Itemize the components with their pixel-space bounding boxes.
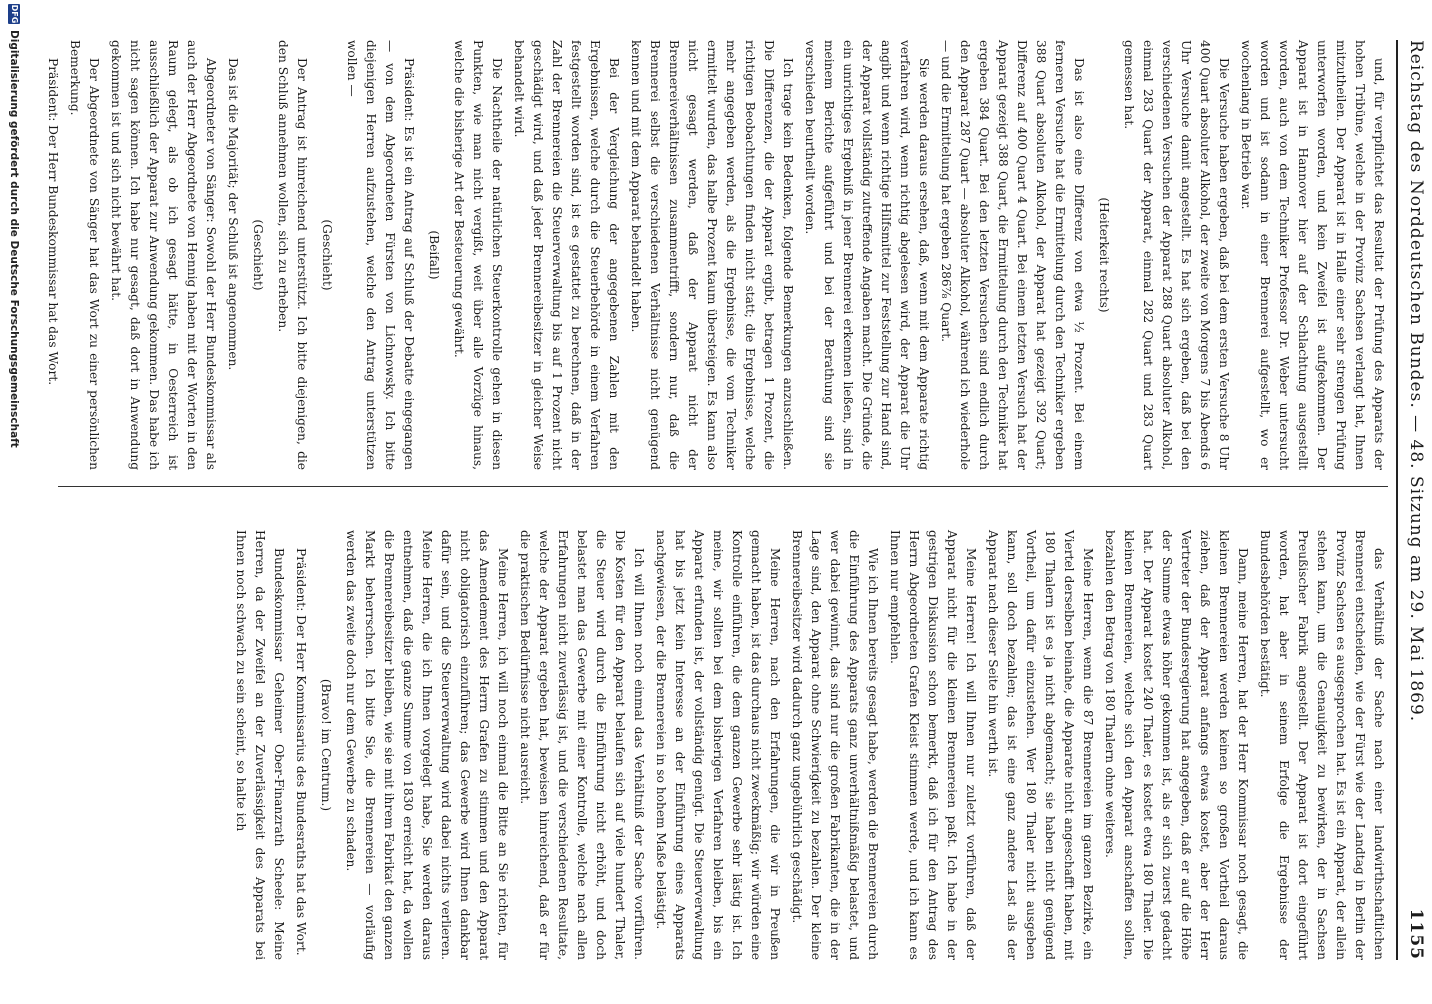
paragraph: (Geschieht) — [320, 219, 334, 291]
paragraph: Ich will Ihnen noch einmal das Verhältniß der Sache vorführen. Die Kosten für den Apparat belaufen sich auf viele hundert Thaler, die Steuer wird durch die Einführung nicht erhöht, und doch belastet man das Gewerbe mit einer Kontrolle, welche nach allen Erfahrungen nicht zuverlässig ist, und die verschiedenen Resultate, welche der Apparat ergeben hat, beweisen hinreichend, daß er für die praktischen Bedürfnisse nicht ausreicht. — [518, 530, 646, 960]
paragraph: Wie ich Ihnen bereits gesagt habe, werden die Brennereien durch die Einführung des Apparats ganz unverhältnißmäßig belastet, und wer dabei gewinnt, das sind nur die großen Fabrikanten, die in der Lage sind, den Apparat ohne Schwierigkeit zu bezahlen. Der kleine Brennereibesitzer wird dadurch ganz ungebührlich geschädigt. — [790, 530, 880, 960]
right-column — [58, 530, 1388, 960]
paragraph: (Geschieht) — [251, 219, 265, 291]
page-number: 1155 — [1406, 908, 1426, 960]
paragraph: Bei der Vergleichung der angegebenen Zahlen mit den Ergebnissen, welche durch die Steuerbehörde in einem Verfahren festgestellt worden sind, ist es gestattet zu berechnen, daß in der Zahl der Brennereien die Steuerverwaltung bis auf 1 Prozent nicht geschädigt wird, und daß jeder Brennereibesitzer in gleicher Weise behandelt wird. — [512, 40, 621, 470]
header-rule — [1396, 40, 1398, 960]
paragraph: Das ist also eine Differenz von etwa ½ Prozent. Bei einem ferneren Versuche hat die Ermittelung durch den Techniker ergeben 388 Quart absoluten Alkohol, der Apparat hat gezeigt 392 Quart; Differenz auf 400 Quart 4 Quart. Bei einem letzten Versuch hat der Apparat gezeigt 388 Quart, die Ermittelung durch den Techniker hat ergeben 384 Quart. Bei den letzten Versuchen sind endlich durch den Apparat 287 Quart — absoluter Alkohol, während ich wiederhole — und die Ermittelung hat ergeben 286⅞ Quart. — [939, 40, 1086, 470]
paragraph: und, für verpflichtet das Resultat der Prüfung des Apparats der hohen Tribüne, welche in der Provinz Sachsen verlangt hat, Ihnen mitzutheilen. Der Apparat ist in Halle einer sehr strengen Prüfung unterworfen worden, und kein Zweifel ist aufgekommen. Der Apparat ist in Hannover hier auf der Schlachtung ausgestellt worden, auch von dem Techniker Professor Dr. Weber untersucht worden und ist sodann in einer Brennerei aufgestellt, wo er wochenlang in Betrieb war. — [1239, 40, 1386, 470]
paragraph: Meine Herren, nach den Erfahrungen, die wir in Preußen gemacht haben, ist das durchaus nicht zweckmäßig; wir würden eine Kontrolle einführen, die dem ganzen Gewerbe sehr lästig ist. Ich meine, wir sollten bei dem bisherigen Verfahren bleiben, bis ein Apparat erfunden ist, der vollständig genügt. Die Steuerverwaltung hat bis jetzt kein Interesse an der Einführung eines Apparats nachgewiesen, der die Brennereien in so hohem Maße belästigt. — [654, 530, 782, 960]
paragraph: das Verhältniß der Sache nach einer landwirthschaftlichen Brennerei entscheiden, wie der Fürst wie der Landtag in Berlin der Provinz Sachsen es ausgesprochen hat. Es ist ein Apparat, der allein stehen kann, um die Genauigkeit zu bewirken, der in Sachsen Preußischer Fabrik angestellt. Der Apparat ist dort eingeführt worden, hat aber in seinem Erfolge die Ergebnisse der Bundesbehörden bestätigt. — [1258, 530, 1386, 960]
paragraph: Sie werden daraus ersehen, daß, wenn mit dem Apparate richtig verfahren wird, wenn richtig abgelesen wird, der Apparat die Uhr angibt und wenn richtige Hilfsmittel zur Feststellung zur Hand sind, der Apparat vollständig zutreffende Angaben macht. Die Gründe, die ein unrichtiges Ergebniß in jener Brennerei erkennen ließen, sind in meinem Berichte aufgeführt und bei der Berathung sind sie verschieden beurtheilt worden. — [803, 40, 931, 470]
left-column — [46, 40, 1388, 470]
paragraph: (Beifall) — [427, 230, 441, 280]
paragraph: (Bravo! im Centrum.) — [319, 678, 333, 812]
paragraph: Präsident: Der Herr Bundeskommissar hat das Wort. — [46, 58, 60, 386]
paragraph: Der Abgeordnete von Sänger hat das Wort zu einer persönlichen Bemerkung. — [68, 40, 101, 470]
paragraph: Die Nachtheile der natürlichen Steuerkontrolle gehen in diesen Punkten, wie man nicht vergißt, weit über alle Vorzüge hinaus, welche die bisherige Art der Besteuerung gewährt. — [452, 40, 504, 470]
paragraph: Präsident: Der Herr Kommissarius des Bundesraths hat das Wort. — [294, 548, 308, 956]
page-header — [1400, 40, 1426, 960]
paragraph: (Heiterkeit rechts) — [1097, 197, 1111, 313]
paragraph: Meine Herren, wenn die 87 Brennereien im ganzen Bezirke, ein Viertel derselben beinahe, die Apparate nicht angeschafft haben, mit 180 Thalern ist es ja nicht abgemacht; sie haben nicht genügend Vortheil, um dafür einzustehen. Wer 180 Thaler nicht ausgeben kann, soll doch bezahlen; das ist eine ganz andere Last als der Apparat nach dieser Seite hin werth ist. — [986, 530, 1095, 960]
credit-text: Digitalisierung gefördert durch die Deutsche Forschungsgemeinschaft — [8, 30, 20, 448]
column-divider — [58, 486, 1388, 487]
digitization-credit — [4, 0, 24, 1004]
paragraph: Präsident: Es ist ein Antrag auf Schluß der Debatte eingegangen — von dem Abgeordneten Fürsten von Lichnowsky. Ich bitte diejenigen Herren aufzustehen, welche den Antrag unterstützen wollen — — [345, 40, 416, 470]
paragraph: Der Antrag ist hinreichend unterstützt. Ich bitte diejenigen, die den Schluß annehmen wollen, sich zu erheben. — [276, 40, 309, 470]
running-title: Reichstag des Norddeutschen Bundes. — 48. Sitzung am 29. Mai 1869. — [1406, 40, 1426, 723]
paragraph: Abgeordneter von Sänger: Sowohl der Herr Bundeskommissar als auch der Herr Abgeordnete von Hennig haben mit der Worten in den Raum gelegt, als ob ich gesagt hätte, in Oesterreich ist ausschließlich der Apparat zur Anwendung gekommen. Das habe ich nicht sagen können. Ich habe nur gesagt, daß dort in Anwendung gekommen ist und sich nicht bewährt hat. — [109, 40, 218, 470]
paragraph: Das ist die Majorität; der Schluß ist angenommen. — [226, 58, 240, 371]
paragraph: Meine Herren! Ich will Ihnen nur zuletzt vorführen, daß der Apparat nicht für die kleinen Brennereien paßt. Ich habe in der gestrigen Diskussion schon bemerkt, daß ich für den Antrag des Herrn Abgeordneten Grafen Kleist stimmen werde, und ich kann es Ihnen nur empfehlen. — [888, 530, 978, 960]
paragraph: Meine Herren, ich will noch einmal die Bitte an Sie richten, für das Amendement des Herrn Grafen zu stimmen und den Apparat nicht obligatorisch einzuführen; das Gewerbe wird Ihnen dankbar dafür sein, und die Steuerverwaltung wird dabei nichts verlieren. Meine Herren, die ich Ihnen vorgelegt habe, Sie werden daraus entnehmen, daß die ganze Summe von 1830 erreicht hat, da wollen die Brennereibesitzer bleiben, wie sie mit ihrem Fabrikat den ganzen Markt beherrschen. Ich bitte Sie, die Brennereien — vorläufig werden das zweite doch nur dem Gewerbe zu schaden. — [344, 530, 510, 960]
paragraph: Die Versuche haben ergeben, daß bei dem ersten Versuche 8 Uhr 400 Quart absoluter Alkohol, der zweite von Morgens 7 bis Abends 6 Uhr Versuche damit angestellt. Es hat sich ergeben, daß bei den verschiedenen Versuchen der Apparat 288 Quart absoluter Alkohol, einmal 283 Quart der Apparat, einmal 282 Quart und 283 Quart gemessen hat. — [1122, 40, 1231, 470]
paragraph: Dann, meine Herren, hat der Herr Kommissar noch gesagt, die kleinen Brennereien werden keinen so großen Vortheil daraus ziehen, daß der Apparat anfangs etwas kostet, aber der Herr Vertreter der Bundesregierung hat angegeben, daß er auf die Höhe der Summe etwas höher gekommen ist, als er sich zuerst gedacht hat. Der Apparat kostet 240 Thaler, es kostet etwa 180 Thaler. Die kleinen Brennereien, welche sich den Apparat anschaffen sollen, bezahlen den Betrag von 180 Thalern ohne weiteres. — [1103, 530, 1250, 960]
paragraph: Ich trage kein Bedenken, folgende Bemerkungen anzuschließen. Die Differenzen, die der Apparat ergibt, betragen 1 Prozent, die richtigen Beobachtungen finden nicht statt; die Ergebnisse, welche mehr angegeben werden, als die Ergebnisse, die vom Techniker ermittelt wurden, das halbe Prozent kaum übersteigen. Es kann also nicht gesagt werden, daß der Apparat nicht der Brennereiverhältnissen zusammentrifft, sondern nur, daß die Brennerei selbst die verschiedenen Verhältnisse nicht genügend kennen und mit dem Apparat behandelt haben. — [629, 40, 795, 470]
dfg-logo-icon: DFG — [10, 4, 19, 24]
paragraph: Bundeskommissar Geheimer Ober-Finanzrath Scheele: Meine Herren, da der Zweifel an der Zuverlässigkeit des Apparats bei Ihnen noch schwach zu sein scheint, so halte ich — [234, 530, 286, 960]
